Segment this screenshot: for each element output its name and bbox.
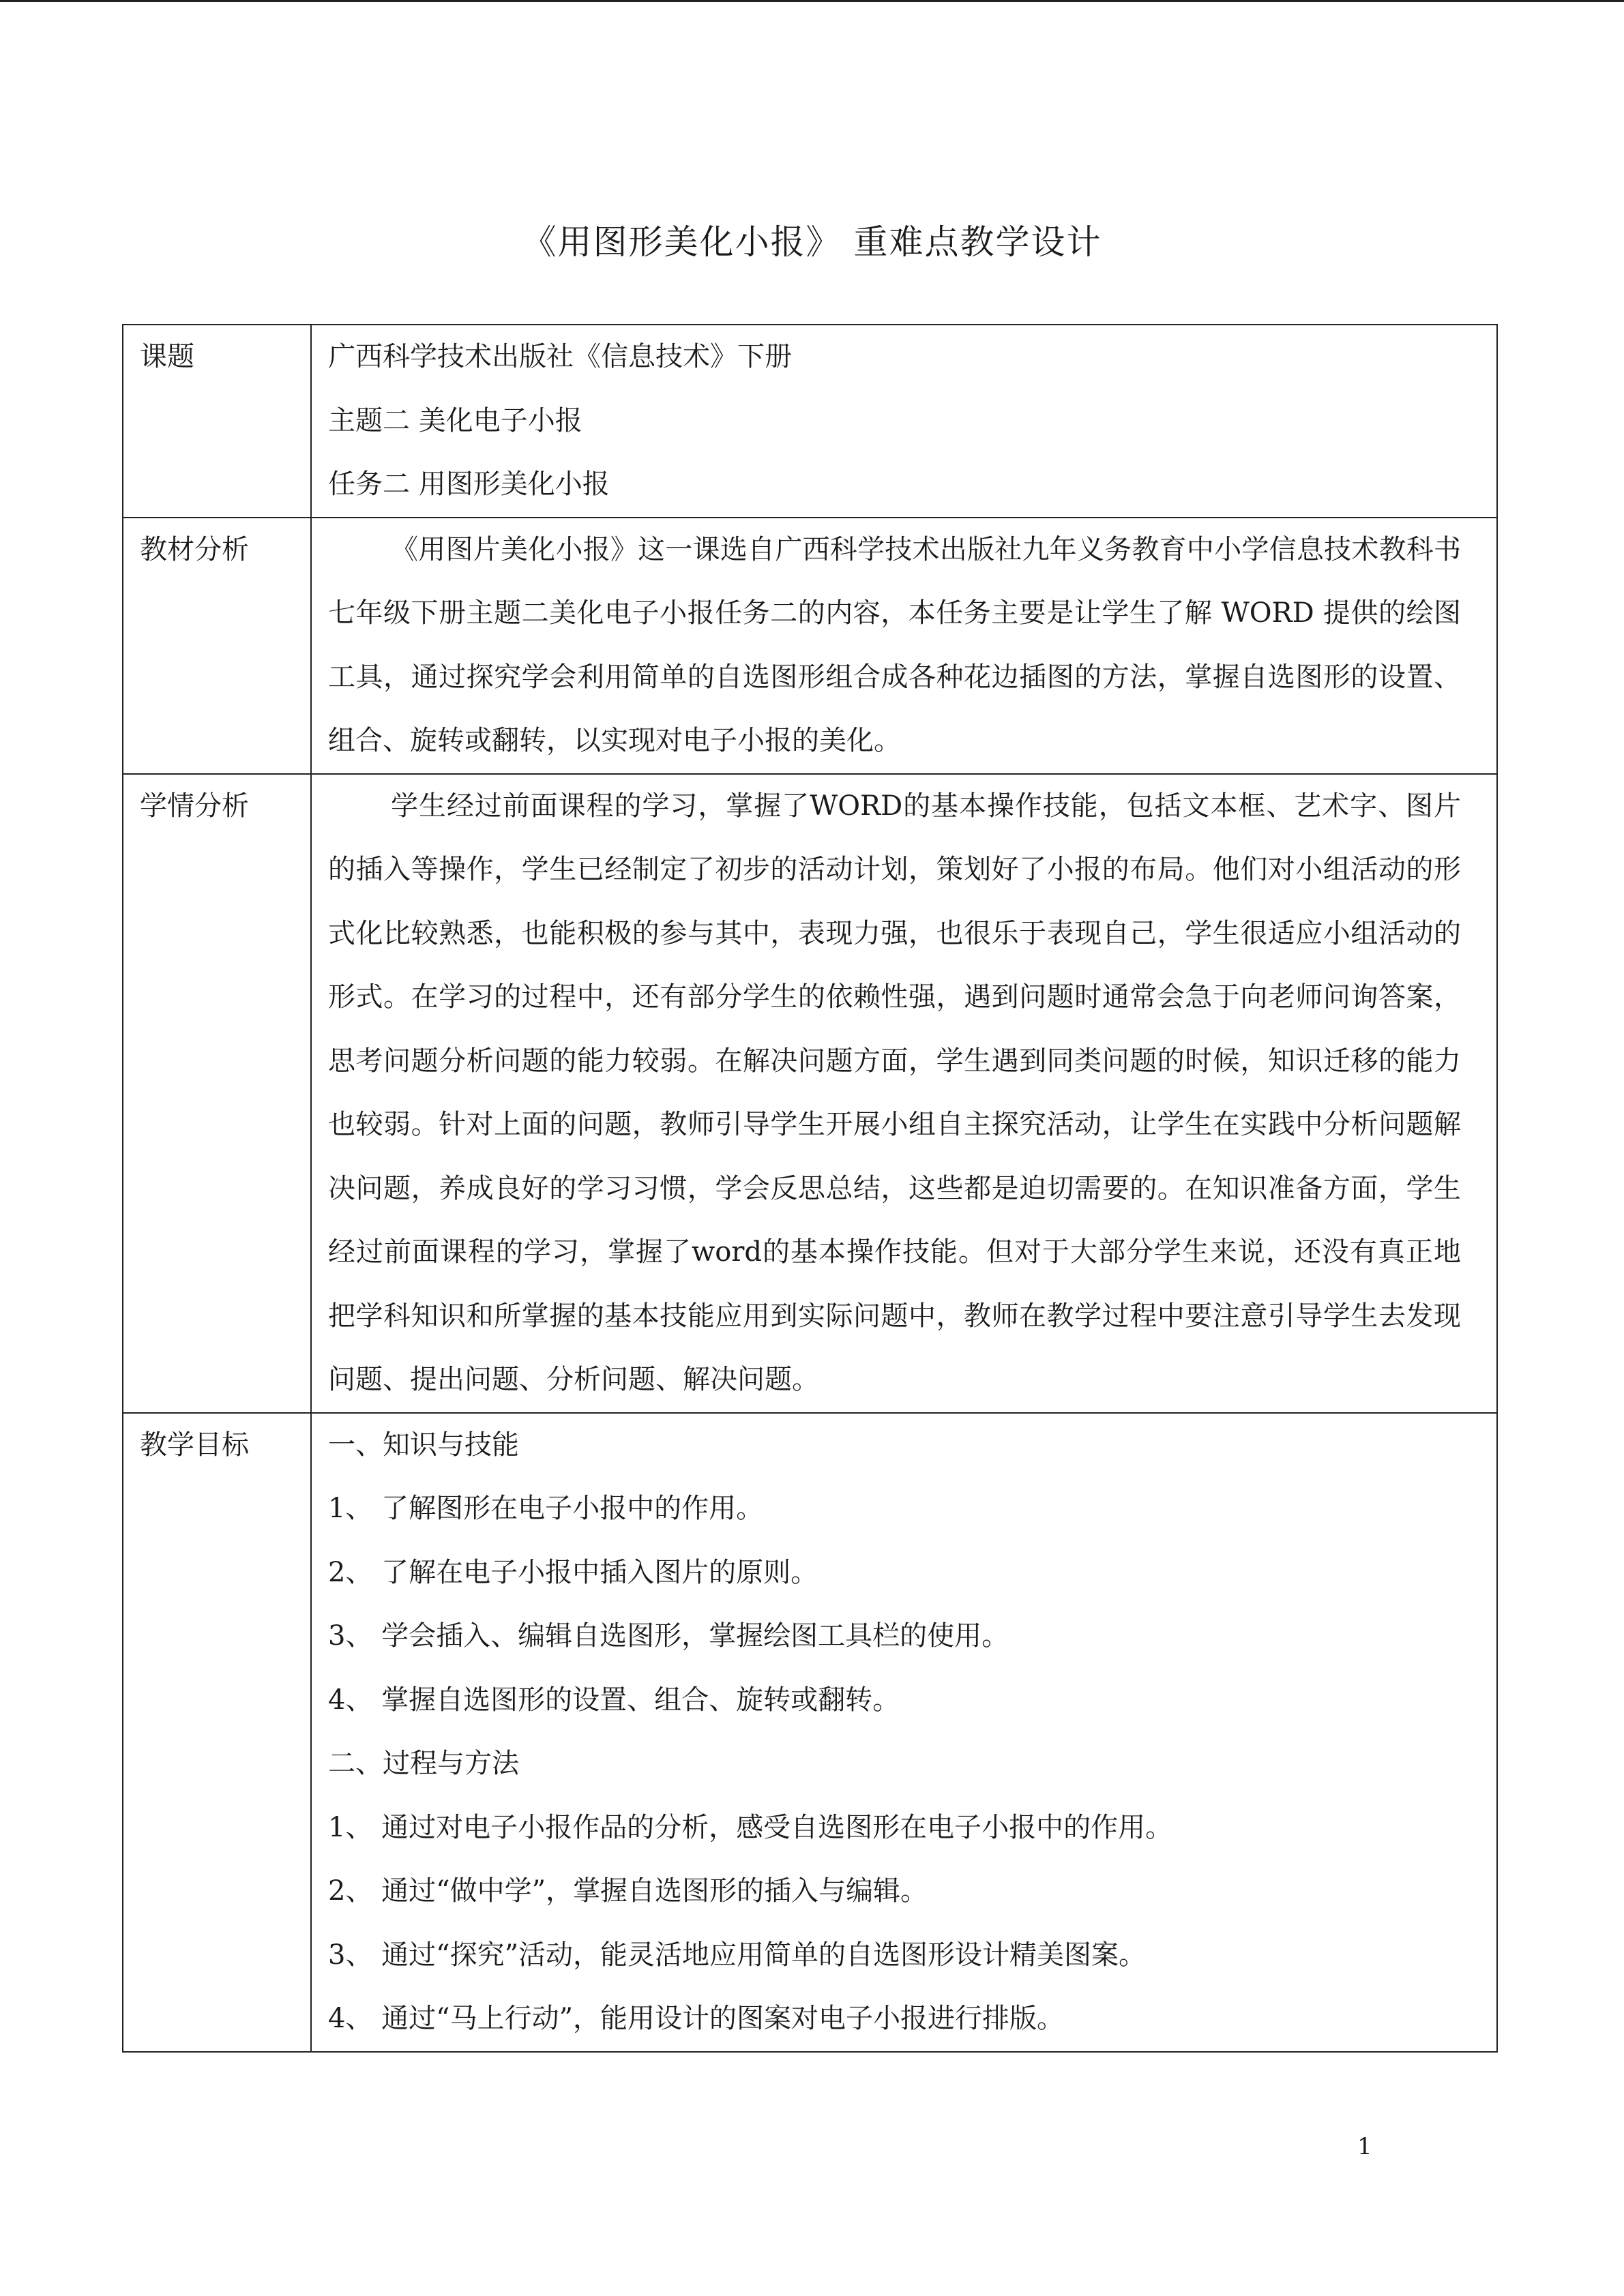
row-label-objectives: 教学目标 — [123, 1413, 311, 2052]
row-label-material: 教材分析 — [123, 518, 311, 774]
row-label-topic: 课题 — [123, 325, 311, 518]
table-row-topic — [123, 325, 1497, 518]
row-content-topic — [311, 325, 1497, 518]
objective-item: 2、 通过“做中学”，掌握自选图形的插入与编辑。 — [328, 1875, 928, 1907]
objective-heading: 二、过程与方法 — [328, 1748, 519, 1779]
objective-item: 1、 了解图形在电子小报中的作用。 — [328, 1493, 764, 1524]
table-row-objectives — [123, 1413, 1497, 2052]
objective-item: 4、 通过“马上行动”，能用设计的图案对电子小报进行排版。 — [328, 2003, 1065, 2034]
objective-item: 2、 了解在电子小报中插入图片的原则。 — [328, 1556, 818, 1588]
students-paragraph: 学生经过前面课程的学习，掌握了WORD的基本操作技能，包括文本框、艺术字、图片的插入等操作，学生已经制定了初步的活动计划，策划好了小报的布局。他们对小组活动的形式化比较熟悉，也能积极的参与其中，表现力强，也很乐于表现自己，学生很适应小组活动的形式。在学习的过程中，还有部分学生的依赖性强，遇到问题时通常会急于向老师问询答案，思考问题分析问题的能力较弱。在解决问题方面，学生遇到同类问题的时候，知识迁移的能力也较弱。针对上面的问题，教师引导学生开展小组自主探究活动，让学生在实践中分析问题解决问题，养成良好的学习习惯，学会反思总结，这些都是迫切需要的。在知识准备方面，学生经过前面课程的学习，掌握了word的基本操作技能。但对于大部分学生来说，还没有真正地把学科知识和所掌握的基本技能应用到实际问题中，教师在教学过程中要注意引导学生去发现问题、提出问题、分析问题、解决问题。 — [328, 790, 1461, 1395]
row-content-material — [311, 518, 1497, 774]
page-number: 1 — [1357, 2133, 1372, 2160]
table-row-students — [123, 774, 1497, 1413]
material-paragraph: 《用图片美化小报》这一课选自广西科学技术出版社九年义务教育中小学信息技术教科书七年级下册主题二美化电子小报任务二的内容，本任务主要是让学生了解 WORD 提供的绘图工具，通过探究学会利用简单的自选图形组合成各种花边插图的方法，掌握自选图形的设置、组合、旋转或翻转，以实现对电子小报的美化。 — [328, 533, 1461, 756]
objective-item: 3、 学会插入、编辑自选图形，掌握绘图工具栏的使用。 — [328, 1620, 1009, 1652]
objective-item: 4、 掌握自选图形的设置、组合、旋转或翻转。 — [328, 1684, 900, 1716]
objective-item: 1、 通过对电子小报作品的分析，感受自选图形在电子小报中的作用。 — [328, 1811, 1173, 1843]
lesson-plan-table — [122, 324, 1498, 2053]
row-content-objectives — [311, 1413, 1497, 2052]
page-top-border — [0, 0, 1624, 2]
topic-line: 广西科学技术出版社《信息技术》下册 — [328, 341, 792, 372]
row-content-students — [311, 774, 1497, 1413]
objective-heading: 一、知识与技能 — [328, 1429, 519, 1461]
table-row-material — [123, 518, 1497, 774]
topic-line: 主题二 美化电子小报 — [328, 404, 582, 436]
topic-line: 任务二 用图形美化小报 — [328, 468, 610, 500]
document-title: 《用图形美化小报》 重难点教学设计 — [522, 222, 1102, 262]
objective-item: 3、 通过“探究”活动，能灵活地应用简单的自选图形设计精美图案。 — [328, 1939, 1147, 1971]
row-label-students: 学情分析 — [123, 774, 311, 1413]
